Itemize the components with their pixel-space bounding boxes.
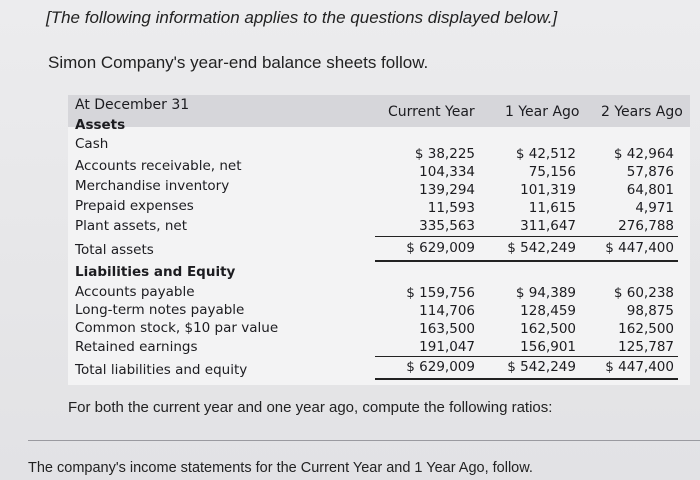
total-assets-label: Total assets (75, 242, 154, 258)
cell-value: $ 42,964 (613, 146, 674, 162)
cell-value: 163,500 (419, 321, 475, 337)
cell-value: 57,876 (626, 164, 674, 180)
total-assets-value: $ 542,249 (507, 240, 576, 256)
section-divider (28, 440, 700, 441)
total-liabilities-value: $ 542,249 (507, 359, 576, 375)
row-label: Plant assets, net (75, 218, 188, 234)
cell-value: 75,156 (528, 164, 576, 180)
total-assets-value: $ 629,009 (406, 240, 475, 256)
cell-value: $ 60,238 (613, 285, 674, 301)
row-label: Accounts payable (75, 284, 195, 300)
col-header-1-year-ago: 1 Year Ago (505, 104, 580, 120)
header-note: [The following information applies to the questions displayed below.] (46, 8, 558, 27)
cell-value: 98,875 (626, 303, 674, 319)
row-label: Merchandise inventory (75, 178, 230, 194)
subtotal-rule (375, 356, 678, 357)
intro-text: Simon Company's year-end balance sheets follow. (48, 53, 429, 72)
total-rule (375, 378, 678, 380)
total-assets-value: $ 447,400 (605, 240, 674, 256)
cell-value: 162,500 (520, 321, 576, 337)
liabilities-title: Liabilities and Equity (75, 264, 236, 280)
question-text: For both the current year and one year ago, compute the following ratios: (68, 399, 553, 416)
cell-value: 4,971 (635, 200, 674, 216)
col-header-current-year: Current Year (388, 104, 475, 120)
row-label: Long-term notes payable (75, 302, 245, 318)
table-heading: At December 31 (75, 97, 190, 113)
cell-value: 104,334 (419, 164, 475, 180)
cell-value: 311,647 (520, 218, 576, 234)
row-label: Common stock, $10 par value (75, 320, 279, 336)
next-section-text: The company's income statements for the Current Year and 1 Year Ago, follow. (28, 460, 533, 476)
total-liabilities-label: Total liabilities and equity (75, 362, 248, 378)
cell-value: $ 94,389 (515, 285, 576, 301)
assets-title: Assets (75, 117, 126, 133)
total-liabilities-value: $ 447,400 (605, 359, 674, 375)
col-header-2-years-ago: 2 Years Ago (601, 104, 683, 120)
cell-value: 162,500 (618, 321, 674, 337)
cell-value: 125,787 (618, 339, 674, 355)
cell-value: 139,294 (419, 182, 475, 198)
cell-value: 101,319 (520, 182, 576, 198)
row-label: Retained earnings (75, 339, 198, 355)
cell-value: 335,563 (419, 218, 475, 234)
row-label: Accounts receivable, net (75, 158, 242, 174)
cell-value: 11,615 (528, 200, 576, 216)
cell-value: 114,706 (419, 303, 475, 319)
cell-value: $ 159,756 (406, 285, 475, 301)
subtotal-rule (375, 236, 678, 237)
total-rule (375, 260, 678, 262)
cell-value: 11,593 (427, 200, 475, 216)
row-label: Cash (75, 136, 109, 152)
cell-value: 191,047 (419, 339, 475, 355)
total-liabilities-value: $ 629,009 (406, 359, 475, 375)
cell-value: 156,901 (520, 339, 576, 355)
cell-value: $ 38,225 (414, 146, 475, 162)
cell-value: $ 42,512 (515, 146, 576, 162)
cell-value: 64,801 (626, 182, 674, 198)
cell-value: 128,459 (520, 303, 576, 319)
row-label: Prepaid expenses (75, 198, 194, 214)
cell-value: 276,788 (618, 218, 674, 234)
